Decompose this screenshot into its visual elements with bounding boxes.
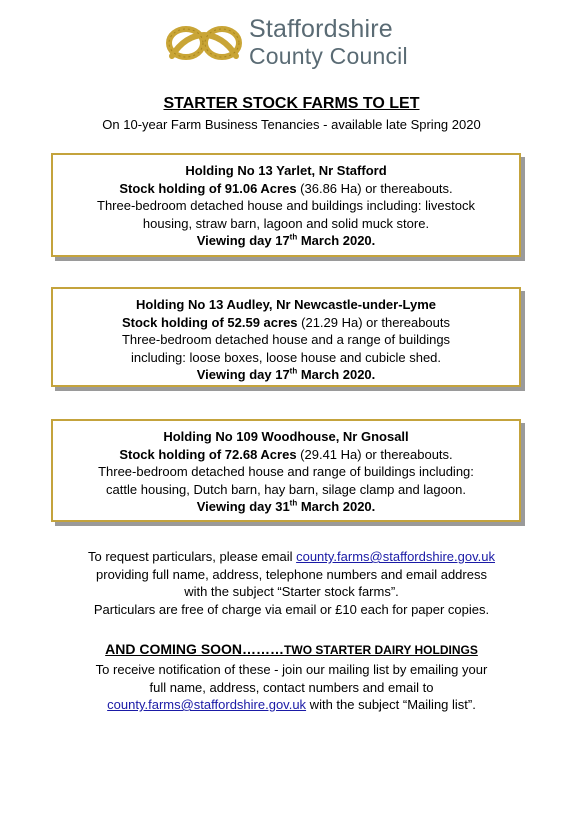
holding-card-woodhouse (51, 419, 521, 522)
holding-name: Holding No 13 Yarlet, Nr Stafford (185, 163, 387, 178)
particulars-line-3: with the subject “Starter stock farms”. (184, 584, 399, 599)
coming-soon-dairy: TWO STARTER DAIRY HOLDINGS (284, 643, 478, 657)
viewing-day-text: Viewing day 17 (196, 367, 290, 382)
holding-description-line: Three-bedroom detached house and buildings including: livestock (97, 198, 475, 213)
holding-stock (53, 180, 519, 198)
holding-viewing-day (53, 366, 519, 384)
page-subtitle: On 10-year Farm Business Tenancies - available late Spring 2020 (102, 117, 481, 132)
holding-card-audley (51, 287, 521, 387)
mailing-email-link[interactable]: county.farms@staffordshire.gov.uk (107, 697, 307, 712)
staffordshire-knot-icon (164, 18, 244, 68)
particulars-line-1 (0, 548, 583, 566)
viewing-day-suffix: th (289, 498, 298, 508)
holding-description-line: Three-bedroom detached house and range of buildings including: (98, 464, 474, 479)
mailing-line-3 (0, 696, 583, 714)
holding-stock-hectares: (36.86 Ha) or thereabouts. (296, 180, 453, 196)
viewing-month-text: March 2020. (297, 499, 376, 514)
holding-card-yarlet (51, 153, 521, 257)
holding-description-line: including: loose boxes, loose house and cubicle shed. (130, 349, 442, 365)
holding-stock-acres: Stock holding of 91.06 Acres (119, 180, 297, 196)
particulars-line-2: providing full name, address, telephone numbers and email address (96, 566, 487, 582)
holding-name: Holding No 13 Audley, Nr Newcastle-under-Lyme (135, 297, 436, 312)
page-title: STARTER STOCK FARMS TO LET (163, 95, 420, 112)
holding-description-line: Three-bedroom detached house and a range of buildings (121, 332, 451, 347)
mailing-line-2: full name, address, contact numbers and email to (149, 679, 434, 695)
particulars-line-4: Particulars are free of charge via email or £10 each for paper copies. (93, 601, 490, 617)
coming-soon-lead: AND COMING SOON……… (105, 641, 285, 657)
holding-stock (53, 446, 519, 464)
mailing-subject-text: with the subject “Mailing list”. (306, 697, 476, 712)
viewing-day-suffix: th (289, 232, 298, 242)
holding-description-line: housing, straw barn, lagoon and solid muck store. (142, 215, 430, 231)
viewing-month-text: March 2020. (297, 233, 376, 248)
email-link[interactable]: county.farms@staffordshire.gov.uk (296, 549, 495, 564)
viewing-day-text: Viewing day 31 (196, 499, 290, 514)
holding-stock-hectares: (29.41 Ha) or thereabouts. (296, 446, 453, 462)
logo-wordmark (249, 16, 408, 70)
particulars-paragraph (0, 548, 583, 618)
council-logo (164, 16, 424, 78)
holding-viewing-day (53, 498, 519, 516)
logo-line-1: Staffordshire (249, 15, 393, 43)
holding-description-line: cattle housing, Dutch barn, hay barn, silage clamp and lagoon. (106, 481, 466, 497)
holding-stock (53, 314, 519, 332)
holding-stock-hectares: (21.29 Ha) or thereabouts (297, 314, 451, 330)
mailing-line-1: To receive notification of these - join our mailing list by emailing your (95, 662, 488, 677)
viewing-month-text: March 2020. (297, 367, 376, 382)
viewing-day-text: Viewing day 17 (196, 233, 290, 248)
particulars-intro: To request particulars, please email (87, 549, 297, 564)
viewing-day-suffix: th (289, 366, 298, 376)
holding-stock-acres: Stock holding of 52.59 acres (121, 314, 298, 330)
mailing-list-paragraph (0, 661, 583, 714)
coming-soon-heading (0, 641, 583, 657)
holding-name: Holding No 109 Woodhouse, Nr Gnosall (163, 429, 409, 444)
holding-viewing-day (53, 232, 519, 250)
logo-line-2: County Council (249, 43, 408, 69)
holding-stock-acres: Stock holding of 72.68 Acres (119, 446, 297, 462)
